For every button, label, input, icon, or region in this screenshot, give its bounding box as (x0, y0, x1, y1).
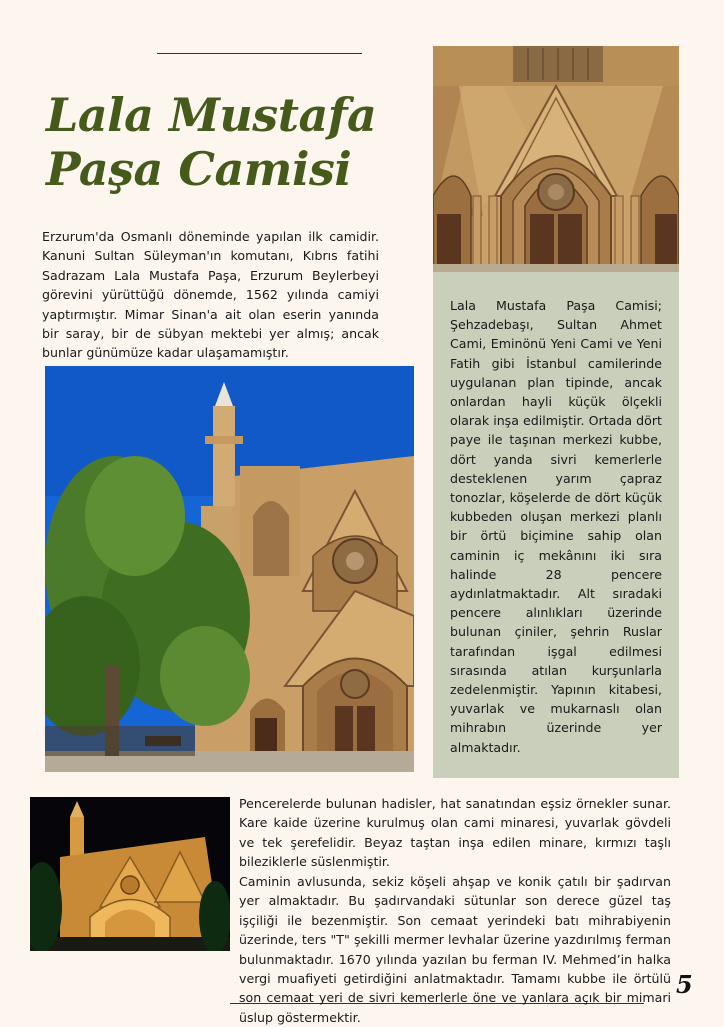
sidebar-paragraph: Lala Mustafa Paşa Camisi; Şehzadebaşı, Sultan Ahmet Cami, Eminönü Yeni Cami ve Yeni Fatih gibi İstanbul camilerinde uygulanan plan tipinde, ancak onlardan hayli küçük ölçekli olarak inşa edilmiştir. Ortada dört paye ile taşınan merkezi kubbe, dört yanda sivri kemerlerle desteklenen yarım çapraz tonozlar, köşelerde de dört küçük kubbeden oluşan merkezi planlı bir örtü biçimine sahip olan caminin iç mekânını iki sıra halinde 28 pencere aydınlatmaktadır. Alt sıradaki pencere alınlıkları üzerinde bulunan çiniler, şehrin Ruslar tarafından işgal edilmesi sırasında atılan kurşunlarla zedelenmiştir. Yapının kitabesi, yuvarlak ve mukarnaslı olan mihrabın üzerinde yer almaktadır. (450, 298, 662, 755)
mosque-exterior-photo (45, 366, 414, 772)
intro-paragraph: Erzurum'da Osmanlı döneminde yapılan ilk camidir. Kanuni Sultan Süleyman'ın komutanı, Kıbrıs fatihi Sadrazam Lala Mustafa Paşa, Erzurum Beylerbeyi görevini yürüttüğü dönemde, 1562 yılında camiyi yaptırmıştır. Mimar Sinan'a ait olan eserin yanında bir saray, bir de sübyan mektebi yer almış; ancak bunlar günümüze kadar ulaşamamıştır. (42, 229, 379, 361)
top-rule (157, 53, 362, 54)
page-title (46, 88, 386, 196)
page-number: 5 (676, 970, 693, 999)
sidebar-box (433, 272, 679, 778)
title-line-1: Lala Mustafa (46, 88, 377, 142)
bottom-paragraph-2: Caminin avlusunda, sekiz köşeli ahşap ve konik çatılı bir şadırvan yer almaktadır. Bu şadırvandaki sütunlar son derece güzel taş işçiliği ile bezenmiştir. Son cemaat yerindeki batı mihrabiyenin üzerinde, ters "T" şekilli mermer levhalar üzerine yazdırılmış ferman bulunmaktadır. 1670 yılında yazılan bu ferman IV. Mehmed’in halka vergi muafiyeti getirdiğini anlatmaktadır. Tamamı kubbe ile örtülü son cemaat yeri de sivri kemerlerle öne ve yanlara açık bir mimari üslup göstermektir. (239, 874, 671, 1025)
facade-detail-photo (433, 46, 679, 272)
mosque-night-photo (30, 797, 230, 951)
title-line-2: Paşa Camisi (46, 142, 352, 196)
bottom-paragraph-1: Pencerelerde bulunan hadisler, hat sanatından eşsiz örnekler sunar. Kare kaide üzerine kurulmuş olan cami minaresi, yuvarlak gövdeli ve tek şerefelidir. Beyaz taştan inşa edilen minare, kırmızı taşlı bileziklerle süslenmiştir. (239, 796, 671, 870)
